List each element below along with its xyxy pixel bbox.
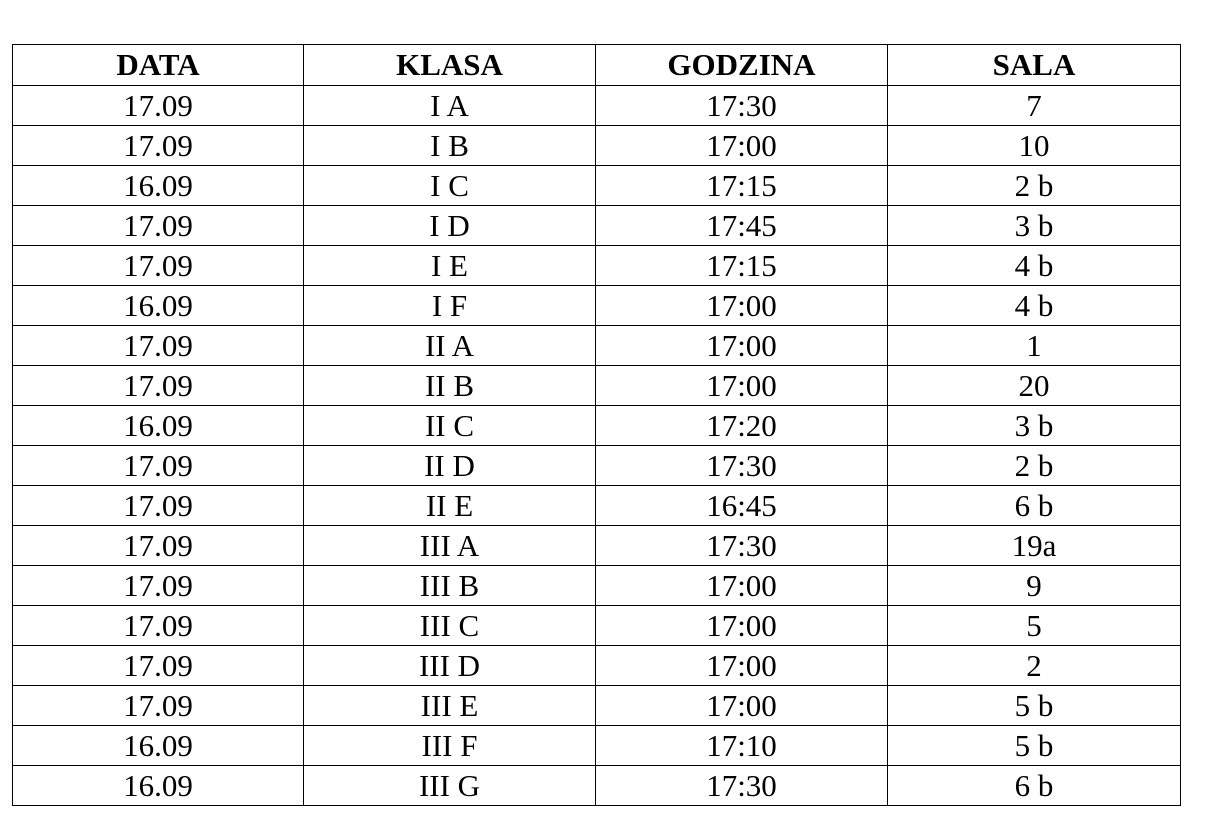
cell-godzina: 17:00 (596, 686, 888, 726)
cell-sala: 6 b (888, 486, 1181, 526)
cell-data: 17.09 (13, 86, 304, 126)
cell-data: 17.09 (13, 326, 304, 366)
cell-klasa: II D (304, 446, 596, 486)
cell-klasa: III B (304, 566, 596, 606)
cell-sala: 1 (888, 326, 1181, 366)
header-godzina: GODZINA (596, 45, 888, 86)
table-row (13, 326, 1181, 366)
table-row (13, 126, 1181, 166)
cell-klasa: I E (304, 246, 596, 286)
table-row (13, 726, 1181, 766)
header-sala: SALA (888, 45, 1181, 86)
schedule-document (12, 44, 1180, 806)
cell-sala: 2 (888, 646, 1181, 686)
cell-godzina: 17:45 (596, 206, 888, 246)
cell-klasa: III E (304, 686, 596, 726)
cell-godzina: 17:15 (596, 246, 888, 286)
cell-klasa: II A (304, 326, 596, 366)
cell-data: 17.09 (13, 606, 304, 646)
cell-data: 17.09 (13, 206, 304, 246)
cell-godzina: 17:10 (596, 726, 888, 766)
cell-godzina: 17:00 (596, 326, 888, 366)
cell-godzina: 16:45 (596, 486, 888, 526)
cell-sala: 4 b (888, 286, 1181, 326)
table-row (13, 166, 1181, 206)
table-row (13, 686, 1181, 726)
cell-klasa: I B (304, 126, 596, 166)
table-row (13, 406, 1181, 446)
cell-klasa: III C (304, 606, 596, 646)
cell-godzina: 17:00 (596, 126, 888, 166)
cell-sala: 5 b (888, 726, 1181, 766)
cell-sala: 4 b (888, 246, 1181, 286)
table-row (13, 246, 1181, 286)
cell-klasa: I C (304, 166, 596, 206)
cell-klasa: II B (304, 366, 596, 406)
cell-godzina: 17:20 (596, 406, 888, 446)
table-row (13, 566, 1181, 606)
cell-data: 16.09 (13, 406, 304, 446)
cell-godzina: 17:30 (596, 766, 888, 806)
cell-godzina: 17:30 (596, 86, 888, 126)
cell-godzina: 17:00 (596, 606, 888, 646)
cell-sala: 6 b (888, 766, 1181, 806)
cell-klasa: III D (304, 646, 596, 686)
cell-sala: 19a (888, 526, 1181, 566)
table-row (13, 646, 1181, 686)
cell-sala: 3 b (888, 406, 1181, 446)
cell-sala: 20 (888, 366, 1181, 406)
table-row (13, 766, 1181, 806)
table-row (13, 206, 1181, 246)
cell-godzina: 17:00 (596, 646, 888, 686)
cell-klasa: II C (304, 406, 596, 446)
cell-data: 16.09 (13, 166, 304, 206)
cell-sala: 7 (888, 86, 1181, 126)
header-klasa: KLASA (304, 45, 596, 86)
cell-sala: 3 b (888, 206, 1181, 246)
cell-sala: 9 (888, 566, 1181, 606)
cell-godzina: 17:30 (596, 526, 888, 566)
schedule-table (12, 44, 1181, 806)
table-row (13, 486, 1181, 526)
cell-data: 17.09 (13, 446, 304, 486)
cell-data: 17.09 (13, 126, 304, 166)
table-body (13, 86, 1181, 806)
table-row (13, 86, 1181, 126)
table-row (13, 606, 1181, 646)
cell-sala: 10 (888, 126, 1181, 166)
cell-sala: 2 b (888, 446, 1181, 486)
cell-data: 16.09 (13, 766, 304, 806)
cell-sala: 5 b (888, 686, 1181, 726)
cell-data: 17.09 (13, 486, 304, 526)
table-row (13, 526, 1181, 566)
cell-data: 16.09 (13, 286, 304, 326)
table-header (13, 45, 1181, 86)
cell-klasa: III F (304, 726, 596, 766)
cell-data: 17.09 (13, 686, 304, 726)
table-row (13, 366, 1181, 406)
cell-klasa: I F (304, 286, 596, 326)
cell-data: 16.09 (13, 726, 304, 766)
cell-klasa: III G (304, 766, 596, 806)
cell-klasa: I A (304, 86, 596, 126)
header-data: DATA (13, 45, 304, 86)
cell-sala: 5 (888, 606, 1181, 646)
cell-godzina: 17:00 (596, 566, 888, 606)
cell-data: 17.09 (13, 246, 304, 286)
cell-klasa: II E (304, 486, 596, 526)
cell-godzina: 17:00 (596, 286, 888, 326)
cell-godzina: 17:00 (596, 366, 888, 406)
header-row (13, 45, 1181, 86)
cell-godzina: 17:15 (596, 166, 888, 206)
cell-klasa: I D (304, 206, 596, 246)
cell-klasa: III A (304, 526, 596, 566)
cell-data: 17.09 (13, 366, 304, 406)
cell-data: 17.09 (13, 526, 304, 566)
cell-godzina: 17:30 (596, 446, 888, 486)
cell-data: 17.09 (13, 646, 304, 686)
cell-sala: 2 b (888, 166, 1181, 206)
table-row (13, 446, 1181, 486)
cell-data: 17.09 (13, 566, 304, 606)
table-row (13, 286, 1181, 326)
